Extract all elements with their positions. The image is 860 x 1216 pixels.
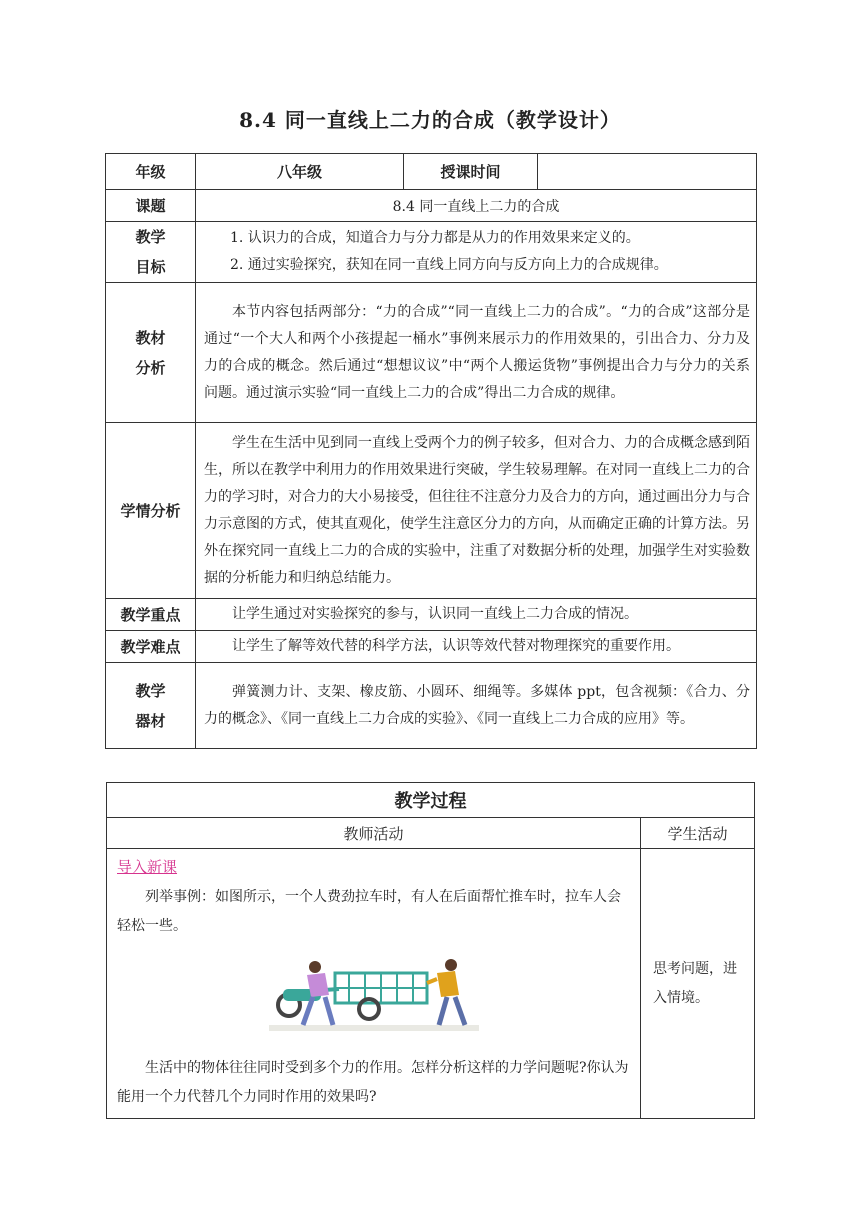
time-value (538, 154, 757, 190)
process-header: 教学过程 (107, 783, 755, 818)
student-analysis-label: 学情分析 (106, 423, 196, 599)
topic-label: 课题 (106, 190, 196, 222)
question-paragraph: 生活中的物体往往同时受到多个力的作用。怎样分析这样的力学问题呢?你认为能用一个力代替几个力同时作用的效果吗? (117, 1060, 629, 1105)
goal-label-line2: 目标 (135, 258, 166, 276)
teaching-process-table (106, 782, 755, 1119)
student-activity-header: 学生活动 (641, 818, 755, 849)
teacher-activity-cell (107, 849, 641, 1119)
example-paragraph: 列举事例：如图所示，一个人费劲拉车时，有人在后面帮忙推车时，拉车人会轻松一些。 (117, 889, 621, 934)
lesson-info-table (105, 153, 757, 749)
goal-item: 2. 通过实验探究，获知在同一直线上同方向与反方向上力的合成规律。 (230, 257, 668, 273)
goal-content (196, 222, 757, 283)
cart-illustration (117, 945, 630, 1052)
equipment-label (106, 663, 196, 749)
student-analysis-text: 学生在生活中见到同一直线上受两个力的例子较多，但对合力、力的合成概念感到陌生，所以在教学中利用力的作用效果进行突破，学生较易理解。在对同一直线上二力的合力的学习时，对合力的大小易接受，但往往不注意分力及合力的方向，通过画出分力与合力示意图的方式，使其直观化，使学生注意区分力的方向，从而确定正确的计算方法。另外在探究同一直线上二力的合成的实验中，注重了对数据分析的处理，加强学生对实验数据的分析能力和归纳总结能力。 (196, 423, 757, 599)
grade-label: 年级 (106, 154, 196, 190)
intro-new-lesson-link[interactable]: 导入新课 (117, 858, 178, 876)
teacher-activity-header: 教师活动 (107, 818, 641, 849)
equipment-text: 弹簧测力计、支架、橡皮筋、小圆环、细绳等。多媒体 ppt，包含视频：《合力、分力的概念》、《同一直线上二力合成的实验》、《同一直线上二力合成的应用》等。 (196, 663, 757, 749)
goal-label (106, 222, 196, 283)
key-point-text: 让学生通过对实验探究的参与，认识同一直线上二力合成的情况。 (196, 599, 757, 631)
time-label: 授课时间 (404, 154, 538, 190)
goal-label-line1: 教学 (135, 228, 166, 246)
topic-value: 8.4 同一直线上二力的合成 (196, 190, 757, 222)
material-label-line2: 分析 (135, 358, 166, 377)
key-point-label: 教学重点 (106, 599, 196, 631)
material-label-line1: 教材 (135, 328, 166, 347)
goal-item: 1. 认识力的合成，知道合力与分力都是从力的作用效果来定义的。 (230, 230, 640, 246)
equipment-label-line1: 教学 (135, 681, 166, 700)
student-activity-cell: 思考问题，进入情境。 (641, 849, 755, 1119)
difficult-point-label: 教学难点 (106, 631, 196, 663)
material-analysis-text: 本节内容包括两部分：“力的合成”“同一直线上二力的合成”。“力的合成”这部分是通过“一个大人和两个小孩提起一桶水”事例来展示力的作用效果的，引出合力、分力及力的合成的概念。然后通过“想想议议”中“两个人搬运货物”事例提出合力与分力的关系问题。通过演示实验“同一直线上二力的合成”得出二力合成的规律。 (196, 283, 757, 423)
difficult-point-text: 让学生了解等效代替的科学方法，认识等效代替对物理探究的重要作用。 (196, 631, 757, 663)
material-label (106, 283, 196, 423)
cart-push-pull-image (269, 945, 479, 1041)
equipment-label-line2: 器材 (135, 711, 166, 730)
grade-value: 八年级 (196, 154, 404, 190)
document-title: 8.4 同一直线上二力的合成（教学设计） (239, 108, 621, 132)
